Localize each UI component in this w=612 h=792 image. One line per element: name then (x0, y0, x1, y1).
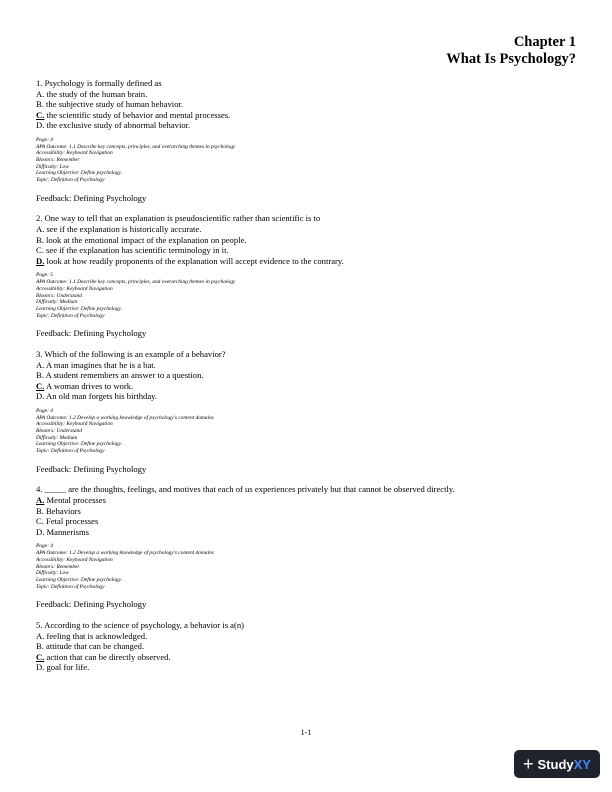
meta-learning-objective: Learning Objective: Define psychology. (36, 576, 122, 583)
option-letter: B. (36, 234, 44, 245)
option-c (36, 516, 576, 527)
option-c-correct (36, 110, 576, 121)
option-letter: D. (36, 526, 45, 537)
question-metadata (36, 272, 576, 319)
question-text: 5. According to the science of psychology, a behavior is a(n) (36, 619, 245, 630)
meta-apa-outcome: APA Outcome: 1.2 Develop a working knowledge of psychology's content domains (36, 414, 214, 421)
meta-page: Page: 5 (36, 272, 53, 279)
correct-option-letter: D. (36, 255, 45, 266)
question-metadata (36, 137, 576, 184)
meta-difficulty: Difficulty: Low (36, 570, 69, 577)
meta-accessibility: Accessibility: Keyboard Navigation (36, 421, 113, 428)
meta-accessibility: Accessibility: Keyboard Navigation (36, 150, 113, 157)
meta-difficulty: Difficulty: Low (36, 163, 69, 170)
question-text: 4. _____ are the thoughts, feelings, and motives that each of us experiences privately but that cannot be observed directly. (36, 484, 455, 495)
meta-blooms: Bloom's: Remember (36, 157, 80, 164)
question-metadata (36, 408, 576, 455)
meta-topic: Topic: Definition of Psychology (36, 177, 105, 184)
question-feedback: Feedback: Defining Psychology (36, 599, 147, 610)
chapter-number: Chapter 1 (513, 34, 576, 50)
option-c-correct (36, 652, 576, 663)
option-a (36, 631, 576, 642)
option-letter: C. (36, 245, 44, 256)
option-text: Mannerisms (44, 526, 89, 537)
option-b (36, 99, 576, 110)
page-number: 1-1 (300, 728, 312, 737)
chapter-title: What Is Psychology? (446, 51, 576, 67)
meta-apa-outcome: APA Outcome: 1.1 Describe key concepts, principles, and overarching themes in psychology (36, 279, 236, 286)
option-text: see if the explanation has scientific terminology in it. (43, 245, 229, 256)
option-b (36, 641, 576, 652)
meta-page: Page: 4 (36, 543, 53, 550)
meta-learning-objective: Learning Objective: Define psychology. (36, 441, 122, 448)
option-text: Mental processes (44, 495, 106, 506)
option-d (36, 662, 576, 673)
option-text: the scientific study of behavior and mental processes. (44, 109, 231, 120)
option-b (36, 235, 576, 246)
meta-blooms: Bloom's: Remember (36, 563, 80, 570)
option-d (36, 391, 576, 402)
document-page (36, 34, 576, 683)
question-1 (36, 78, 576, 203)
option-text: see if the explanation is historically accurate. (44, 224, 202, 235)
meta-page: Page: 4 (36, 136, 53, 143)
question-2 (36, 213, 576, 338)
correct-option-letter: A. (36, 495, 45, 506)
option-a (36, 360, 576, 371)
option-letter: A. (36, 88, 45, 99)
option-letter: A. (36, 630, 45, 641)
option-text: A student remembers an answer to a question. (43, 370, 204, 381)
question-feedback: Feedback: Defining Psychology (36, 463, 147, 474)
question-metadata (36, 543, 576, 590)
option-letter: C. (36, 516, 44, 527)
meta-difficulty: Difficulty: Medium (36, 434, 78, 441)
badge-xy-text: XY (573, 756, 591, 772)
option-letter: A. (36, 224, 45, 235)
option-letter: B. (36, 99, 44, 110)
option-letter: D. (36, 662, 45, 673)
option-text: the subjective study of human behavior. (43, 99, 184, 110)
option-text: the exclusive study of abnormal behavior. (44, 120, 191, 131)
studyxy-badge[interactable] (514, 750, 600, 778)
option-letter: D. (36, 391, 45, 402)
option-text: look at the emotional impact of the explanation on people. (43, 234, 247, 245)
option-letter: D. (36, 120, 45, 131)
meta-learning-objective: Learning Objective: Define psychology. (36, 305, 122, 312)
question-text: 1. Psychology is formally defined as (36, 78, 162, 88)
option-text: Behaviors (43, 505, 81, 516)
meta-topic: Topic: Definition of Psychology (36, 312, 105, 319)
option-b (36, 506, 576, 517)
meta-accessibility: Accessibility: Keyboard Navigation (36, 556, 113, 563)
question-feedback: Feedback: Defining Psychology (36, 192, 147, 203)
option-text: A woman drives to work. (44, 380, 134, 391)
option-d-correct (36, 256, 576, 267)
question-feedback: Feedback: Defining Psychology (36, 328, 147, 339)
option-letter: B. (36, 641, 44, 652)
option-text: the study of the human brain. (44, 88, 148, 99)
badge-study-text: Study (537, 756, 574, 772)
question-list (36, 78, 576, 673)
meta-blooms: Bloom's: Understand (36, 428, 82, 435)
option-c-correct (36, 381, 576, 392)
correct-option-letter: C. (36, 109, 45, 120)
meta-page: Page: 4 (36, 407, 53, 414)
option-c (36, 245, 576, 256)
meta-apa-outcome: APA Outcome: 1.1 Describe key concepts, principles, and overarching themes in psychology (36, 143, 236, 150)
option-a-correct (36, 495, 576, 506)
option-text: A man imagines that he is a bat. (44, 359, 156, 370)
question-text: 3. Which of the following is an example of a behavior? (36, 348, 226, 359)
option-d (36, 120, 576, 131)
question-5 (36, 620, 576, 673)
meta-learning-objective: Learning Objective: Define psychology. (36, 170, 122, 177)
option-letter: A. (36, 359, 45, 370)
option-text: action that can be directly observed. (44, 651, 171, 662)
option-text: attitude that can be changed. (43, 641, 145, 652)
question-4 (36, 484, 576, 609)
correct-option-letter: C. (36, 651, 45, 662)
option-d (36, 527, 576, 538)
meta-accessibility: Accessibility: Keyboard Navigation (36, 285, 113, 292)
option-letter: B. (36, 505, 44, 516)
option-b (36, 370, 576, 381)
correct-option-letter: C. (36, 380, 45, 391)
meta-topic: Topic: Definition of Psychology (36, 583, 105, 590)
option-a (36, 89, 576, 100)
meta-blooms: Bloom's: Understand (36, 292, 82, 299)
plus-icon: + (523, 754, 534, 774)
question-3 (36, 349, 576, 474)
meta-difficulty: Difficulty: Medium (36, 299, 78, 306)
meta-apa-outcome: APA Outcome: 1.2 Develop a working knowledge of psychology's content domains (36, 550, 214, 557)
chapter-heading (36, 34, 576, 68)
option-text: goal for life. (44, 662, 90, 673)
option-a (36, 224, 576, 235)
meta-topic: Topic: Definition of Psychology (36, 448, 105, 455)
option-text: feeling that is acknowledged. (44, 630, 148, 641)
question-text: 2. One way to tell that an explanation is pseudoscientific rather than scientific is to (36, 213, 321, 224)
option-text: An old man forgets his birthday. (44, 391, 158, 402)
option-letter: B. (36, 370, 44, 381)
option-text: Fetal processes (43, 516, 99, 527)
option-text: look at how readily proponents of the explanation will accept evidence to the contrary. (44, 255, 344, 266)
